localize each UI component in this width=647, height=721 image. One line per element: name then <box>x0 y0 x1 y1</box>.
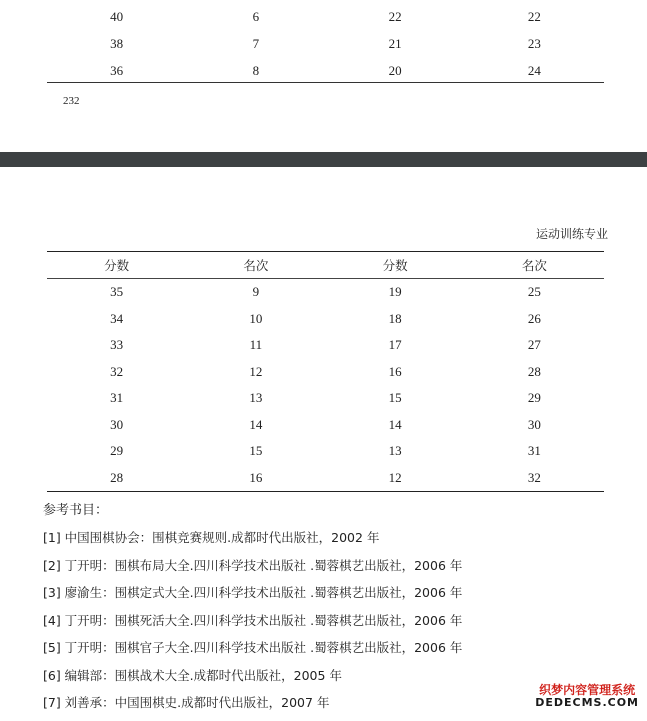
table-bottom-rule <box>47 82 604 83</box>
score-rank-table <box>47 251 604 492</box>
table-cell: 15 <box>388 390 402 406</box>
table-cell: 40 <box>110 8 124 24</box>
watermark-line: DEDECMS.COM <box>535 695 639 709</box>
table-cell: 9 <box>252 284 260 300</box>
table-row <box>47 359 604 386</box>
column-header: 名次 <box>243 258 269 273</box>
table-cell: 7 <box>252 35 260 51</box>
column-header: 名次 <box>521 258 547 273</box>
column-header: 分数 <box>382 258 408 273</box>
table-cell: 29 <box>527 390 541 406</box>
table-cell: 27 <box>527 337 541 353</box>
reference-item: [4] 丁开明：围棋死活大全.四川科学技术出版社 .蜀蓉棋艺出版社，2006 年 <box>43 612 463 628</box>
table-cell: 8 <box>252 62 260 78</box>
table-cell: 23 <box>527 35 541 51</box>
table-row <box>47 385 604 412</box>
reference-item: [5] 丁开明：围棋官子大全.四川科学技术出版社 .蜀蓉棋艺出版社，2006 年 <box>43 640 463 655</box>
table-cell: 11 <box>249 337 263 353</box>
table-cell: 20 <box>388 62 402 78</box>
table-row <box>47 465 604 492</box>
table-cell: 13 <box>249 390 263 406</box>
table-cell: 19 <box>388 284 402 300</box>
table-row <box>47 438 604 465</box>
table-cell: 38 <box>110 35 124 51</box>
table-cell: 14 <box>249 416 263 432</box>
table-cell: 36 <box>110 62 124 78</box>
table-header-row <box>47 252 604 278</box>
score-table-continued <box>47 3 604 84</box>
table-cell: 26 <box>527 310 541 326</box>
reference-item: [6] 编辑部：围棋战术大全.成都时代出版社，2005 年 <box>43 667 342 683</box>
table-row <box>47 30 604 57</box>
table-cell: 10 <box>249 310 263 326</box>
table-cell: 18 <box>388 310 402 326</box>
table-cell: 16 <box>249 469 263 485</box>
table-cell: 14 <box>388 416 402 432</box>
table-cell: 6 <box>252 8 260 24</box>
reference-item: [3] 廖渝生：围棋定式大全.四川科学技术出版社 .蜀蓉棋艺出版社，2006 年 <box>43 585 463 600</box>
table-bottom-rule <box>47 491 604 492</box>
reference-item: [2] 丁开明：围棋布局大全.四川科学技术出版社 .蜀蓉棋艺出版社，2006 年 <box>43 557 463 573</box>
table-cell: 24 <box>527 62 541 78</box>
table-cell: 31 <box>110 390 124 406</box>
table-cell: 12 <box>249 363 263 379</box>
table-cell: 34 <box>110 310 124 326</box>
table-row <box>47 57 604 84</box>
table-row <box>47 306 604 333</box>
table-cell: 32 <box>110 363 124 379</box>
table-cell: 22 <box>388 8 402 24</box>
table-cell: 30 <box>527 416 541 432</box>
table-cell: 12 <box>388 469 402 485</box>
table-cell: 15 <box>249 443 263 459</box>
table-row <box>47 332 604 359</box>
table-row <box>47 279 604 306</box>
table-cell: 30 <box>110 416 124 432</box>
table-cell: 21 <box>388 35 402 51</box>
references-title: 参考书目： <box>43 503 109 518</box>
table-cell: 16 <box>388 363 402 379</box>
table-cell: 25 <box>527 284 541 300</box>
reference-item: [1] 中国围棋协会：围棋竞赛规则.成都时代出版社，2002 年 <box>43 530 380 545</box>
table-cell: 31 <box>527 443 541 459</box>
page-divider <box>0 152 647 167</box>
table-cell: 29 <box>110 443 124 459</box>
table-cell: 22 <box>527 8 541 24</box>
previous-page <box>0 0 647 152</box>
table-cell: 33 <box>110 337 124 353</box>
table-cell: 32 <box>527 469 541 485</box>
table-cell: 28 <box>527 363 541 379</box>
table-cell: 17 <box>388 337 402 353</box>
reference-item: [7] 刘善承：中国围棋史.成都时代出版社，2007 年 <box>43 695 330 710</box>
table-cell: 13 <box>388 443 402 459</box>
running-head: 运动训练专业 <box>535 227 608 241</box>
table-row <box>47 412 604 439</box>
column-header: 分数 <box>104 258 130 273</box>
table-row <box>47 3 604 30</box>
page-number: 232 <box>63 95 80 107</box>
references-section <box>43 499 613 721</box>
watermark-logo <box>535 684 639 709</box>
table-cell: 28 <box>110 469 124 485</box>
watermark-line: 织梦内容管理系统 <box>539 682 636 697</box>
table-cell: 35 <box>110 284 124 300</box>
